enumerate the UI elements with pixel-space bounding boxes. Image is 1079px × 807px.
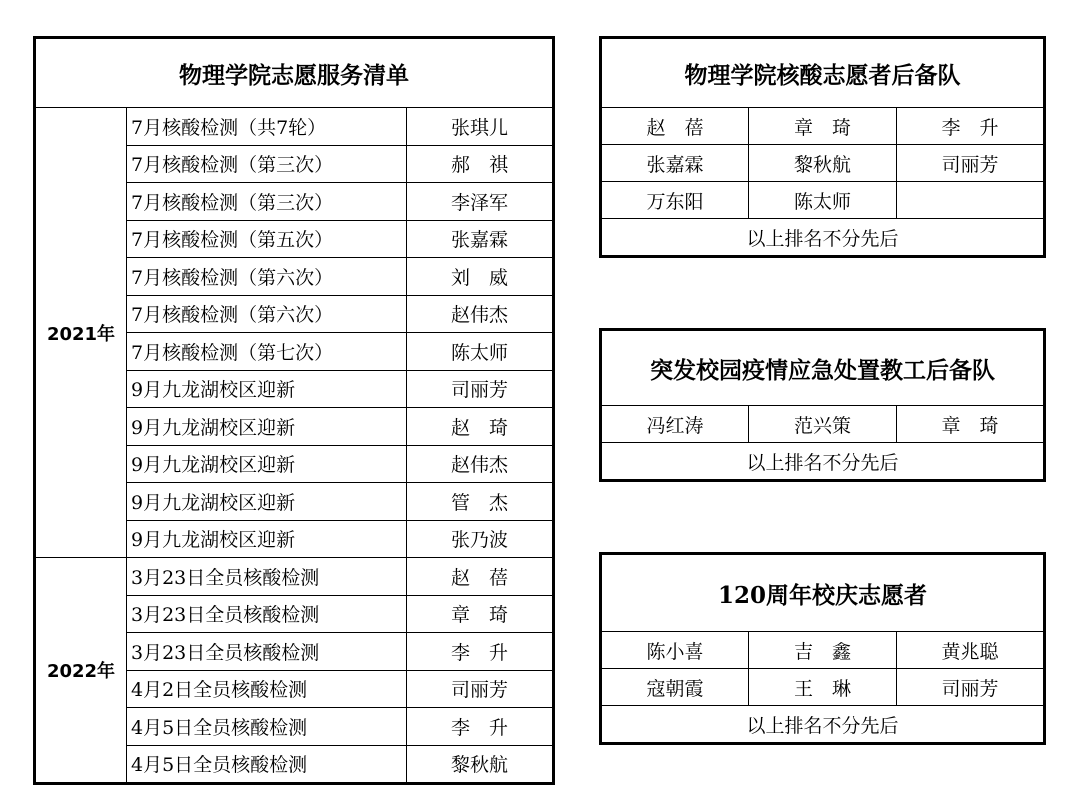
volunteer-name: 章 琦 <box>749 108 897 145</box>
volunteer-name: 李 升 <box>407 633 554 671</box>
volunteer-name: 陈太师 <box>749 182 897 219</box>
activity-cell: 9月九龙湖校区迎新 <box>127 370 407 408</box>
reserve-nucleic-table <box>599 36 1046 258</box>
year-label: 2022年 <box>35 558 127 784</box>
volunteer-name: 赵 蓓 <box>407 558 554 596</box>
volunteer-name: 吉 鑫 <box>749 632 897 669</box>
volunteer-name: 张嘉霖 <box>601 145 749 182</box>
volunteer-name: 司丽芳 <box>407 370 554 408</box>
activity-cell: 7月核酸检测（第六次） <box>127 295 407 333</box>
volunteer-name: 章 琦 <box>407 595 554 633</box>
volunteer-name: 司丽芳 <box>897 669 1045 706</box>
activity-cell: 9月九龙湖校区迎新 <box>127 408 407 446</box>
volunteer-name: 陈小喜 <box>601 632 749 669</box>
activity-cell: 9月九龙湖校区迎新 <box>127 445 407 483</box>
activity-cell: 7月核酸检测（共7轮） <box>127 108 407 146</box>
table-row <box>601 219 1045 257</box>
table-row <box>601 706 1045 744</box>
reserve-nucleic-title: 物理学院核酸志愿者后备队 <box>601 38 1045 108</box>
activity-cell: 7月核酸检测（第三次） <box>127 183 407 221</box>
volunteer-name: 黄兆聪 <box>897 632 1045 669</box>
volunteer-name: 司丽芳 <box>407 670 554 708</box>
volunteer-name: 赵伟杰 <box>407 295 554 333</box>
volunteer-name <box>897 182 1045 219</box>
table-row <box>601 108 1045 145</box>
table-row <box>601 669 1045 706</box>
volunteer-name: 郝 祺 <box>407 145 554 183</box>
activity-cell: 9月九龙湖校区迎新 <box>127 520 407 558</box>
table-row <box>601 632 1045 669</box>
activity-cell: 3月23日全员核酸检测 <box>127 558 407 596</box>
volunteer-name: 寇朝霞 <box>601 669 749 706</box>
table-row <box>601 145 1045 182</box>
activity-cell: 9月九龙湖校区迎新 <box>127 483 407 521</box>
reserve-emergency-title: 突发校园疫情应急处置教工后备队 <box>601 330 1045 406</box>
volunteer-name: 张琪儿 <box>407 108 554 146</box>
volunteer-name: 范兴策 <box>749 406 897 443</box>
ranking-note: 以上排名不分先后 <box>601 706 1045 744</box>
anniversary-table <box>599 552 1046 745</box>
volunteer-name: 陈太师 <box>407 333 554 371</box>
ranking-note: 以上排名不分先后 <box>601 219 1045 257</box>
table-row <box>601 182 1045 219</box>
volunteer-name: 李 升 <box>407 708 554 746</box>
table-row <box>35 108 554 146</box>
activity-cell: 4月5日全员核酸检测 <box>127 745 407 784</box>
activity-cell: 7月核酸检测（第六次） <box>127 258 407 296</box>
volunteer-name: 张乃波 <box>407 520 554 558</box>
activity-cell: 3月23日全员核酸检测 <box>127 633 407 671</box>
activity-cell: 7月核酸检测（第五次） <box>127 220 407 258</box>
volunteer-name: 刘 威 <box>407 258 554 296</box>
volunteer-name: 赵伟杰 <box>407 445 554 483</box>
volunteer-name: 李泽军 <box>407 183 554 221</box>
table-row <box>35 558 554 596</box>
activity-cell: 7月核酸检测（第七次） <box>127 333 407 371</box>
ranking-note: 以上排名不分先后 <box>601 443 1045 481</box>
volunteer-name: 赵 琦 <box>407 408 554 446</box>
volunteer-name: 黎秋航 <box>749 145 897 182</box>
anniversary-title: 120周年校庆志愿者 <box>601 554 1045 632</box>
activity-cell: 4月2日全员核酸检测 <box>127 670 407 708</box>
volunteer-name: 张嘉霖 <box>407 220 554 258</box>
table-row <box>601 406 1045 443</box>
year-label: 2021年 <box>35 108 127 558</box>
volunteer-name: 章 琦 <box>897 406 1045 443</box>
table-row <box>601 443 1045 481</box>
volunteer-name: 黎秋航 <box>407 745 554 784</box>
activity-cell: 3月23日全员核酸检测 <box>127 595 407 633</box>
activity-cell: 4月5日全员核酸检测 <box>127 708 407 746</box>
reserve-emergency-table <box>599 328 1046 482</box>
service-list-table <box>33 36 555 785</box>
volunteer-name: 赵 蓓 <box>601 108 749 145</box>
volunteer-name: 王 琳 <box>749 669 897 706</box>
activity-cell: 7月核酸检测（第三次） <box>127 145 407 183</box>
service-list-title: 物理学院志愿服务清单 <box>35 38 554 108</box>
volunteer-name: 司丽芳 <box>897 145 1045 182</box>
volunteer-name: 万东阳 <box>601 182 749 219</box>
volunteer-name: 冯红涛 <box>601 406 749 443</box>
volunteer-name: 管 杰 <box>407 483 554 521</box>
volunteer-name: 李 升 <box>897 108 1045 145</box>
